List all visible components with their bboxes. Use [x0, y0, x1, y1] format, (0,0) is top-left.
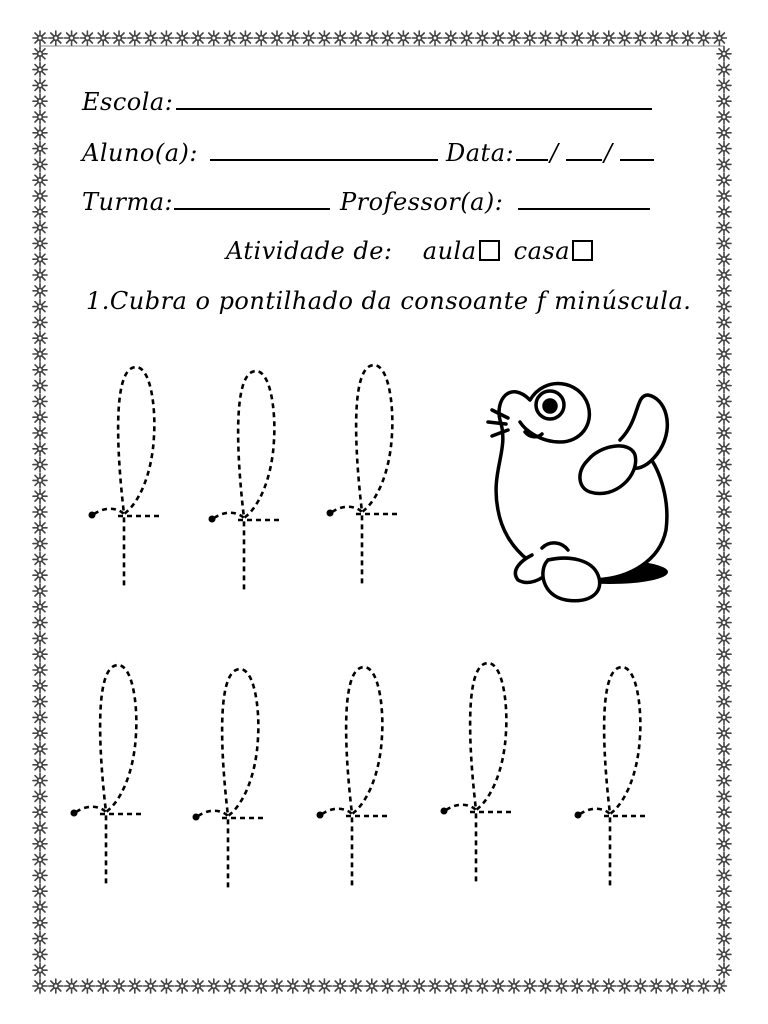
date-separator: /: [604, 139, 613, 167]
instruction-text: 1.Cubra o pontilhado da consoante f minúscula.: [86, 287, 692, 315]
aula-option-label: aula: [422, 237, 477, 265]
activity-label: Atividade de:: [226, 237, 393, 265]
data-label: Data:: [446, 139, 515, 167]
tracing-letter-f[interactable]: [209, 371, 283, 590]
casa-option-label: casa: [513, 237, 571, 265]
tracing-letter-f[interactable]: [327, 365, 401, 584]
tracing-letter-f[interactable]: [71, 665, 145, 884]
date-separator: /: [550, 139, 559, 167]
aluno-label: Aluno(a):: [82, 139, 198, 167]
turma-label: Turma:: [82, 188, 174, 216]
escola-label: Escola:: [82, 88, 174, 116]
seal-icon: [470, 360, 690, 610]
tracing-letter-f[interactable]: [317, 667, 391, 886]
tracing-letter-f[interactable]: [89, 367, 163, 586]
professor-label: Professor(a):: [340, 188, 504, 216]
tracing-letter-f[interactable]: [575, 667, 649, 886]
tracing-letter-f[interactable]: [441, 663, 515, 882]
tracing-letter-f[interactable]: [193, 669, 267, 888]
